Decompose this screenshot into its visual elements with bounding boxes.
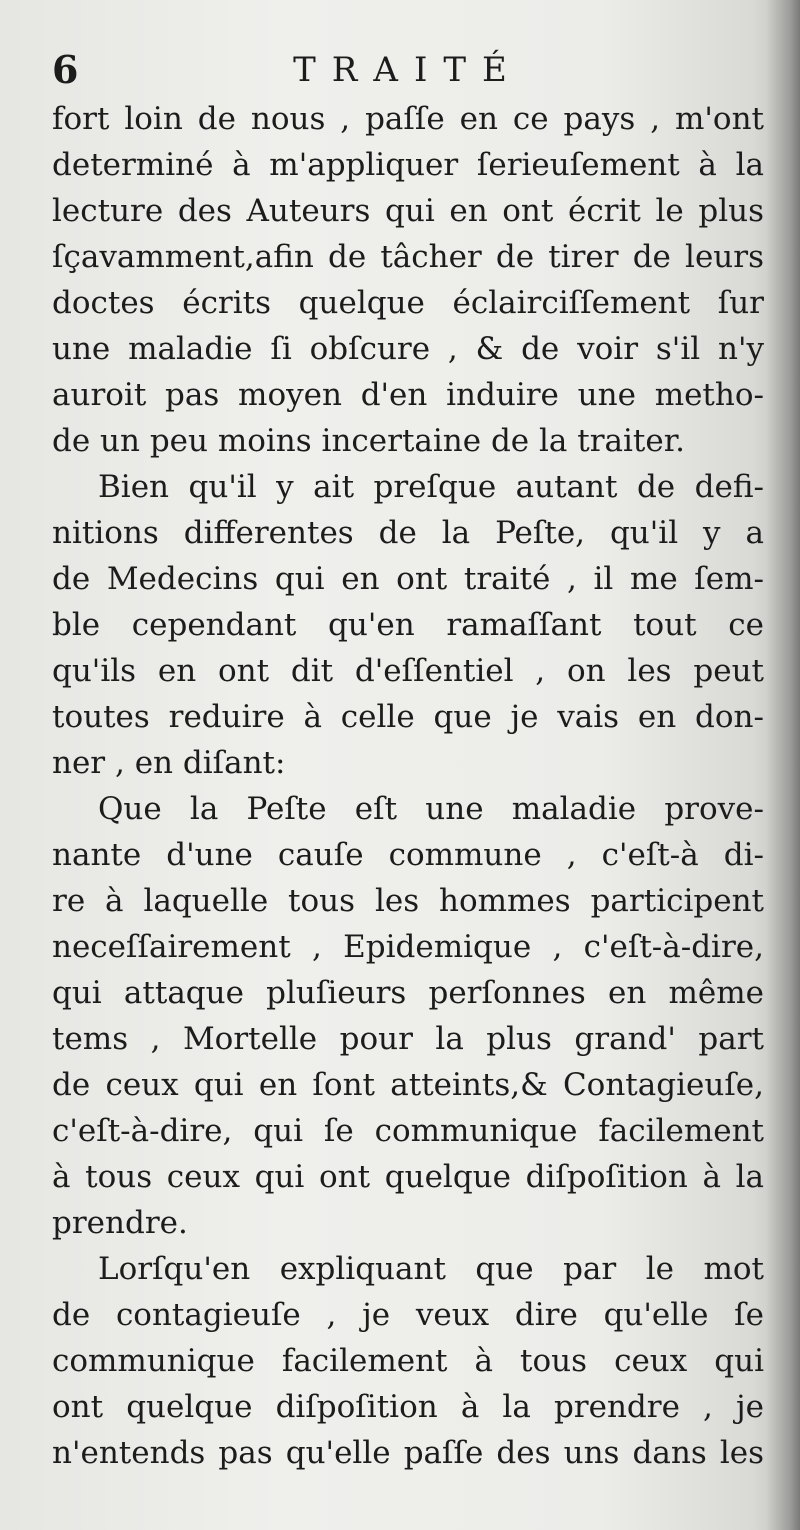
text-line: de Medecins qui en ont traité , il me ſem- (52, 561, 764, 597)
text-line: qu'ils en ont dit d'eſſentiel , on les peut (52, 653, 764, 689)
text-line: de un peu moins incertaine de la traiter. (52, 423, 686, 459)
text-line: lecture des Auteurs qui en ont écrit le plus (52, 193, 764, 229)
text-line: communique facilement à tous ceux qui (52, 1343, 764, 1379)
text-line: qui attaque pluſieurs perſonnes en même (52, 975, 764, 1011)
running-title: TRAITÉ (293, 50, 523, 90)
body-text (52, 96, 764, 1476)
text-line: ner , en diſant: (52, 745, 286, 781)
text-line: c'eſt-à-dire, qui ſe communique facilement (52, 1113, 764, 1149)
text-line: de ceux qui en ſont atteints,& Contagieuſe, (52, 1067, 764, 1103)
text-line: nitions differentes de la Peſte, qu'il y a (52, 515, 764, 551)
text-line: re à laquelle tous les hommes participent (52, 883, 764, 919)
text-line: nante d'une cauſe commune , c'eſt-à di- (52, 837, 764, 873)
text-line: tems , Mortelle pour la plus grand' part (52, 1021, 764, 1057)
text-line: ble cependant qu'en ramaſſant tout ce (52, 607, 764, 643)
text-line: toutes reduire à celle que je vais en don- (52, 699, 764, 735)
text-line: Bien qu'il y ait preſque autant de defi- (98, 469, 764, 505)
text-line: prendre. (52, 1205, 188, 1241)
text-line: fort loin de nous , paſſe en ce pays , m'ont (52, 101, 764, 137)
text-line: neceſſairement , Epidemique , c'eſt-à-dire, (52, 929, 764, 965)
text-line: de contagieuſe , je veux dire qu'elle ſe (52, 1297, 764, 1333)
text-line: à tous ceux qui ont quelque diſpoſition à la (52, 1159, 764, 1195)
text-line: une maladie ſi obſcure , & de voir s'il n'y (52, 331, 764, 367)
page-number: 6 (52, 47, 79, 92)
page-edge-shadow (766, 0, 800, 1530)
text-line: ont quelque diſpoſition à la prendre , je (52, 1389, 764, 1425)
text-line: doctes écrits quelque éclairciſſement ſur (52, 285, 764, 321)
page-header (52, 44, 752, 96)
text-line: n'entends pas qu'elle paſſe des uns dans les (52, 1435, 764, 1471)
text-line: ſçavamment,afin de tâcher de tirer de leurs (52, 239, 764, 275)
text-line: Que la Peſte eſt une maladie prove- (98, 791, 764, 827)
text-line: auroit pas moyen d'en induire une metho- (52, 377, 764, 413)
text-line: determiné à m'appliquer ſerieuſement à la (52, 147, 764, 183)
text-line: Lorſqu'en expliquant que par le mot (98, 1251, 764, 1287)
